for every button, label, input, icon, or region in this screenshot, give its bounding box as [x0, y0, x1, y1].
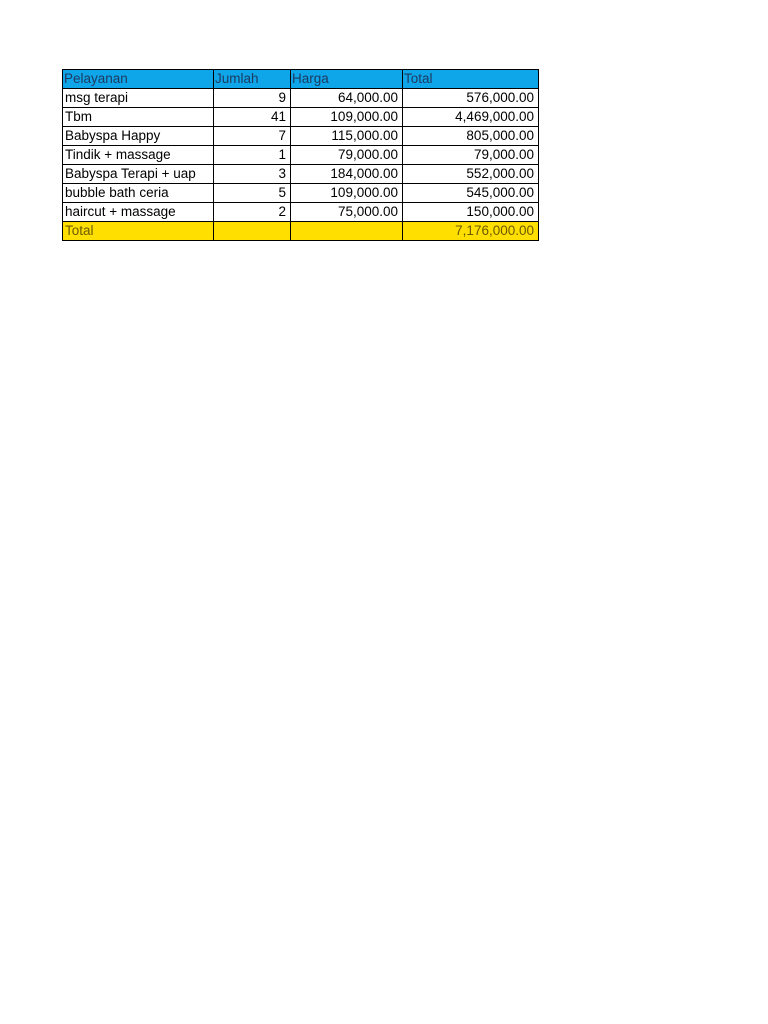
header-jumlah[interactable]: Jumlah — [214, 70, 291, 89]
cell-total[interactable]: 552,000.00 — [403, 165, 539, 184]
cell-pelayanan[interactable]: Tbm — [63, 108, 214, 127]
header-row — [63, 70, 539, 89]
grand-total-value[interactable]: 7,176,000.00 — [403, 222, 539, 241]
cell-total[interactable]: 805,000.00 — [403, 127, 539, 146]
cell-pelayanan[interactable]: Babyspa Happy — [63, 127, 214, 146]
cell-pelayanan[interactable]: bubble bath ceria — [63, 184, 214, 203]
cell-total[interactable]: 576,000.00 — [403, 89, 539, 108]
table-row — [63, 184, 539, 203]
total-harga-empty[interactable] — [291, 222, 403, 241]
table-header — [63, 70, 539, 89]
header-harga[interactable]: Harga — [291, 70, 403, 89]
cell-harga[interactable]: 109,000.00 — [291, 184, 403, 203]
table-row — [63, 108, 539, 127]
cell-harga[interactable]: 109,000.00 — [291, 108, 403, 127]
cell-jumlah[interactable]: 3 — [214, 165, 291, 184]
table-row — [63, 203, 539, 222]
cell-total[interactable]: 545,000.00 — [403, 184, 539, 203]
table-row — [63, 165, 539, 184]
table-body — [63, 89, 539, 222]
cell-jumlah[interactable]: 7 — [214, 127, 291, 146]
cell-pelayanan[interactable]: Tindik + massage — [63, 146, 214, 165]
cell-pelayanan[interactable]: msg terapi — [63, 89, 214, 108]
cell-harga[interactable]: 184,000.00 — [291, 165, 403, 184]
services-table — [62, 69, 539, 241]
cell-jumlah[interactable]: 9 — [214, 89, 291, 108]
total-jumlah-empty[interactable] — [214, 222, 291, 241]
cell-jumlah[interactable]: 1 — [214, 146, 291, 165]
cell-total[interactable]: 79,000.00 — [403, 146, 539, 165]
total-label[interactable]: Total — [63, 222, 214, 241]
cell-harga[interactable]: 64,000.00 — [291, 89, 403, 108]
table-row — [63, 89, 539, 108]
cell-jumlah[interactable]: 5 — [214, 184, 291, 203]
cell-harga[interactable]: 79,000.00 — [291, 146, 403, 165]
header-total[interactable]: Total — [403, 70, 539, 89]
cell-harga[interactable]: 75,000.00 — [291, 203, 403, 222]
total-row — [63, 222, 539, 241]
table-footer — [63, 222, 539, 241]
cell-jumlah[interactable]: 41 — [214, 108, 291, 127]
cell-total[interactable]: 150,000.00 — [403, 203, 539, 222]
table-row — [63, 127, 539, 146]
table-row — [63, 146, 539, 165]
cell-harga[interactable]: 115,000.00 — [291, 127, 403, 146]
cell-pelayanan[interactable]: haircut + massage — [63, 203, 214, 222]
cell-total[interactable]: 4,469,000.00 — [403, 108, 539, 127]
header-pelayanan[interactable]: Pelayanan — [63, 70, 214, 89]
cell-jumlah[interactable]: 2 — [214, 203, 291, 222]
cell-pelayanan[interactable]: Babyspa Terapi + uap — [63, 165, 214, 184]
